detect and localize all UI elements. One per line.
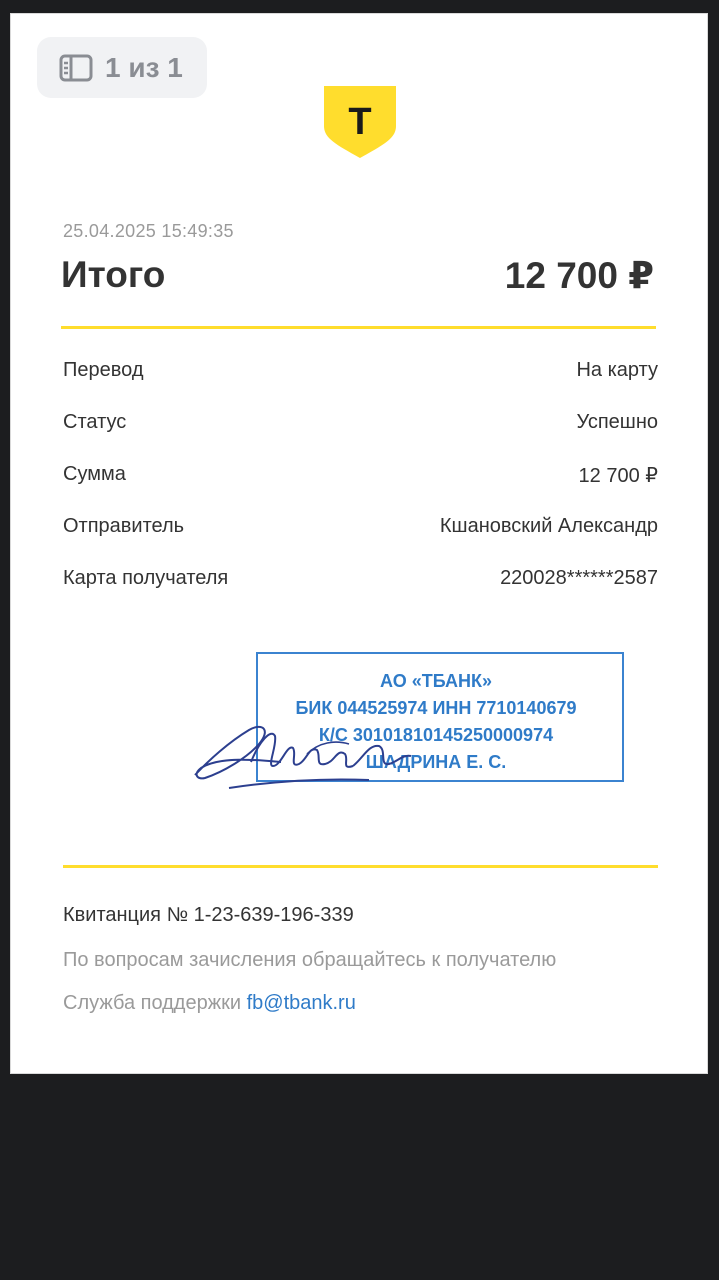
sidebar-panel-icon <box>59 54 93 82</box>
detail-value: 12 700 ₽ <box>578 465 658 487</box>
logo-letter: Т <box>348 101 372 143</box>
detail-row-amount <box>63 463 658 515</box>
page-counter-button[interactable] <box>37 37 207 98</box>
tbank-logo <box>323 86 397 163</box>
support-email-link[interactable]: fb@tbank.ru <box>246 992 356 1014</box>
signature <box>189 670 419 800</box>
stamp-line-2: БИК 044525974 ИНН 7710140679 <box>295 698 577 718</box>
support-label: Служба поддержки <box>63 992 242 1014</box>
detail-value: Кшановский Александр <box>439 515 658 537</box>
divider-bottom <box>63 865 658 868</box>
support-line <box>63 992 356 1015</box>
detail-row-sender <box>63 515 658 567</box>
transaction-datetime: 25.04.2025 15:49:35 <box>63 221 234 241</box>
detail-value: На карту <box>576 359 658 381</box>
detail-row-status <box>63 411 658 463</box>
total-amount: 12 700 ₽ <box>504 255 654 296</box>
receipt-number: Квитанция № 1-23-639-196-339 <box>63 904 354 926</box>
detail-label: Статус <box>63 411 127 433</box>
receipt-page <box>10 13 708 1074</box>
divider-top <box>61 326 656 329</box>
stamp-line-3: К/С 30101810145250000974 <box>318 725 554 745</box>
detail-value: Успешно <box>576 411 658 433</box>
details-list <box>63 359 658 619</box>
detail-label: Перевод <box>63 359 144 381</box>
bank-stamp-area <box>189 650 629 810</box>
stamp-line-1: АО «ТБАНК» <box>379 671 493 691</box>
detail-label: Сумма <box>63 463 126 485</box>
total-label: Итого <box>61 254 166 295</box>
detail-value: 220028******2587 <box>500 567 658 589</box>
page-counter-text: 1 из 1 <box>105 51 183 83</box>
detail-row-transfer <box>63 359 658 411</box>
stamp-line-4: ШАДРИНА Е. С. <box>365 752 507 772</box>
detail-label: Отправитель <box>63 515 185 537</box>
crediting-note: По вопросам зачисления обращайтесь к получателю <box>63 949 557 971</box>
detail-row-recipient-card <box>63 567 658 619</box>
detail-label: Карта получателя <box>63 567 229 589</box>
